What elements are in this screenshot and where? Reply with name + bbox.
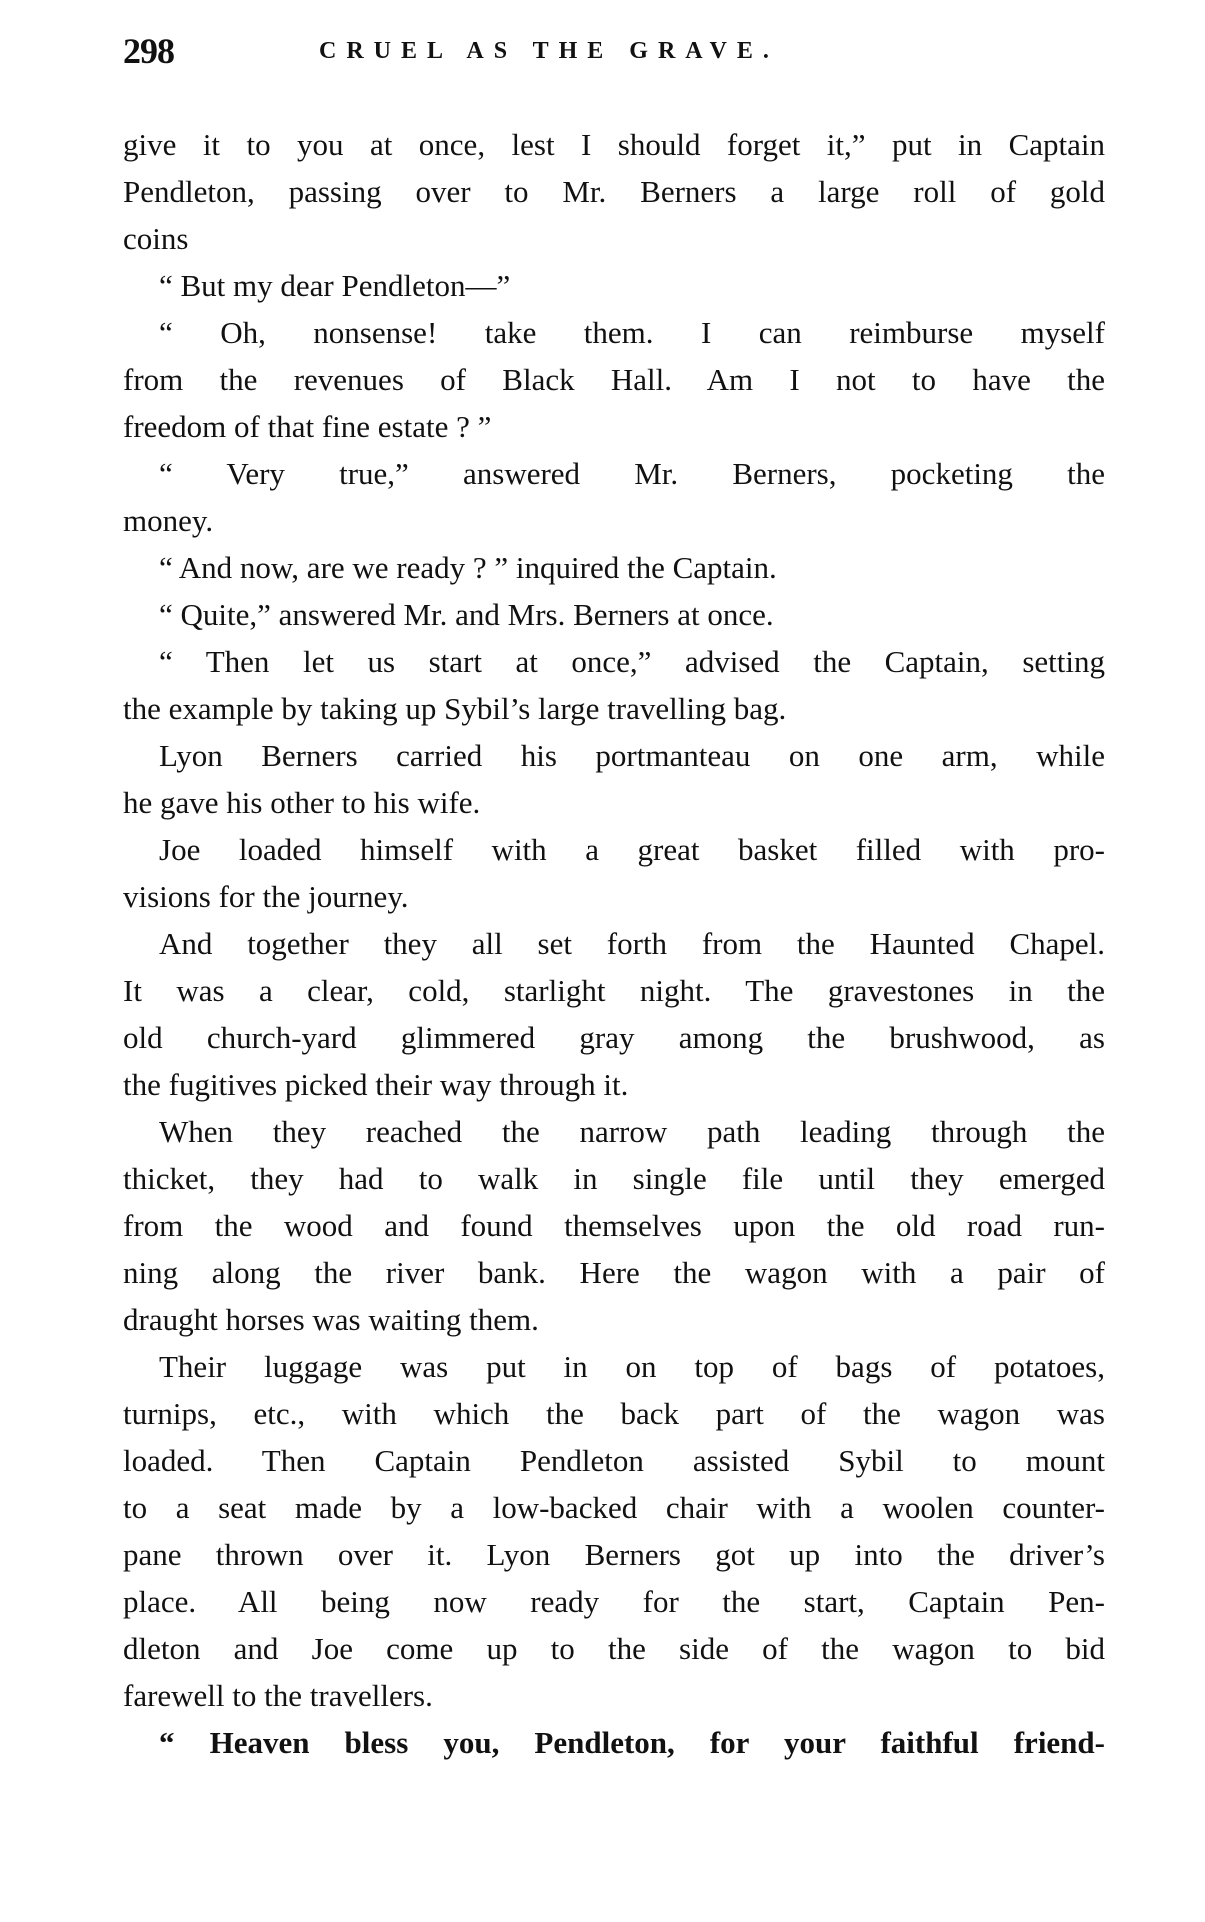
text-line: turnips, etc., with which the back part of the wagon was <box>123 1396 1105 1431</box>
text-line: “ Quite,” answered Mr. and Mrs. Berners at once. <box>159 597 774 632</box>
running-title: CRUEL AS THE GRAVE. <box>319 38 779 64</box>
text-line: he gave his other to his wife. <box>123 785 481 820</box>
text-line: money. <box>123 503 214 538</box>
text-line: visions for the journey. <box>123 879 409 914</box>
text-line: And together they all set forth from the Haunted Chapel. <box>159 926 1105 961</box>
text-line: freedom of that fine estate ? ” <box>123 409 492 444</box>
paragraph <box>123 121 1105 262</box>
text-line: Their luggage was put in on top of bags of potatoes, <box>159 1349 1105 1384</box>
text-line: the example by taking up Sybil’s large travelling bag. <box>123 691 787 726</box>
body-text <box>123 121 1105 1766</box>
paragraph <box>123 544 1105 591</box>
paragraph <box>123 732 1105 826</box>
paragraph <box>123 450 1105 544</box>
paragraph <box>123 638 1105 732</box>
text-line: “ Oh, nonsense! take them. I can reimburse myself <box>159 315 1105 350</box>
text-line: dleton and Joe come up to the side of the wagon to bid <box>123 1631 1105 1666</box>
text-line: old church-yard glimmered gray among the brushwood, as <box>123 1020 1105 1055</box>
paragraph <box>123 309 1105 450</box>
text-line: “ But my dear Pendleton—” <box>159 268 511 303</box>
text-line: from the revenues of Black Hall. Am I not to have the <box>123 362 1105 397</box>
text-line: from the wood and found themselves upon the old road run- <box>123 1208 1105 1243</box>
text-line: draught horses was waiting them. <box>123 1302 539 1337</box>
paragraph <box>123 920 1105 1108</box>
page-number: 298 <box>123 31 174 71</box>
text-line: “ Heaven bless you, Pendleton, for your faithful friend- <box>159 1725 1105 1760</box>
paragraph <box>123 1719 1105 1766</box>
text-line: “ Then let us start at once,” advised the Captain, setting <box>159 644 1105 679</box>
text-line: give it to you at once, lest I should forget it,” put in Captain <box>123 127 1105 162</box>
text-line: thicket, they had to walk in single file until they emerged <box>123 1161 1105 1196</box>
paragraph <box>123 591 1105 638</box>
text-line: Joe loaded himself with a great basket filled with pro- <box>159 832 1105 867</box>
running-header <box>123 30 1123 80</box>
text-line: ning along the river bank. Here the wagon with a pair of <box>123 1255 1105 1290</box>
text-line: place. All being now ready for the start, Captain Pen- <box>123 1584 1105 1619</box>
paragraph <box>123 1108 1105 1343</box>
text-line: It was a clear, cold, starlight night. The gravestones in the <box>123 973 1105 1008</box>
text-line: the fugitives picked their way through it. <box>123 1067 629 1102</box>
text-line: When they reached the narrow path leading through the <box>159 1114 1105 1149</box>
text-line: “ And now, are we ready ? ” inquired the Captain. <box>159 550 777 585</box>
text-line: Lyon Berners carried his portmanteau on one arm, while <box>159 738 1105 773</box>
text-line: coins <box>123 221 189 256</box>
text-line: pane thrown over it. Lyon Berners got up into the driver’s <box>123 1537 1105 1572</box>
text-line: “ Very true,” answered Mr. Berners, pocketing the <box>159 456 1105 491</box>
text-line: loaded. Then Captain Pendleton assisted Sybil to mount <box>123 1443 1105 1478</box>
text-line: Pendleton, passing over to Mr. Berners a large roll of gold <box>123 174 1105 209</box>
paragraph <box>123 1343 1105 1719</box>
paragraph <box>123 826 1105 920</box>
paragraph <box>123 262 1105 309</box>
text-line: to a seat made by a low-backed chair with a woolen counter- <box>123 1490 1105 1525</box>
text-line: farewell to the travellers. <box>123 1678 433 1713</box>
